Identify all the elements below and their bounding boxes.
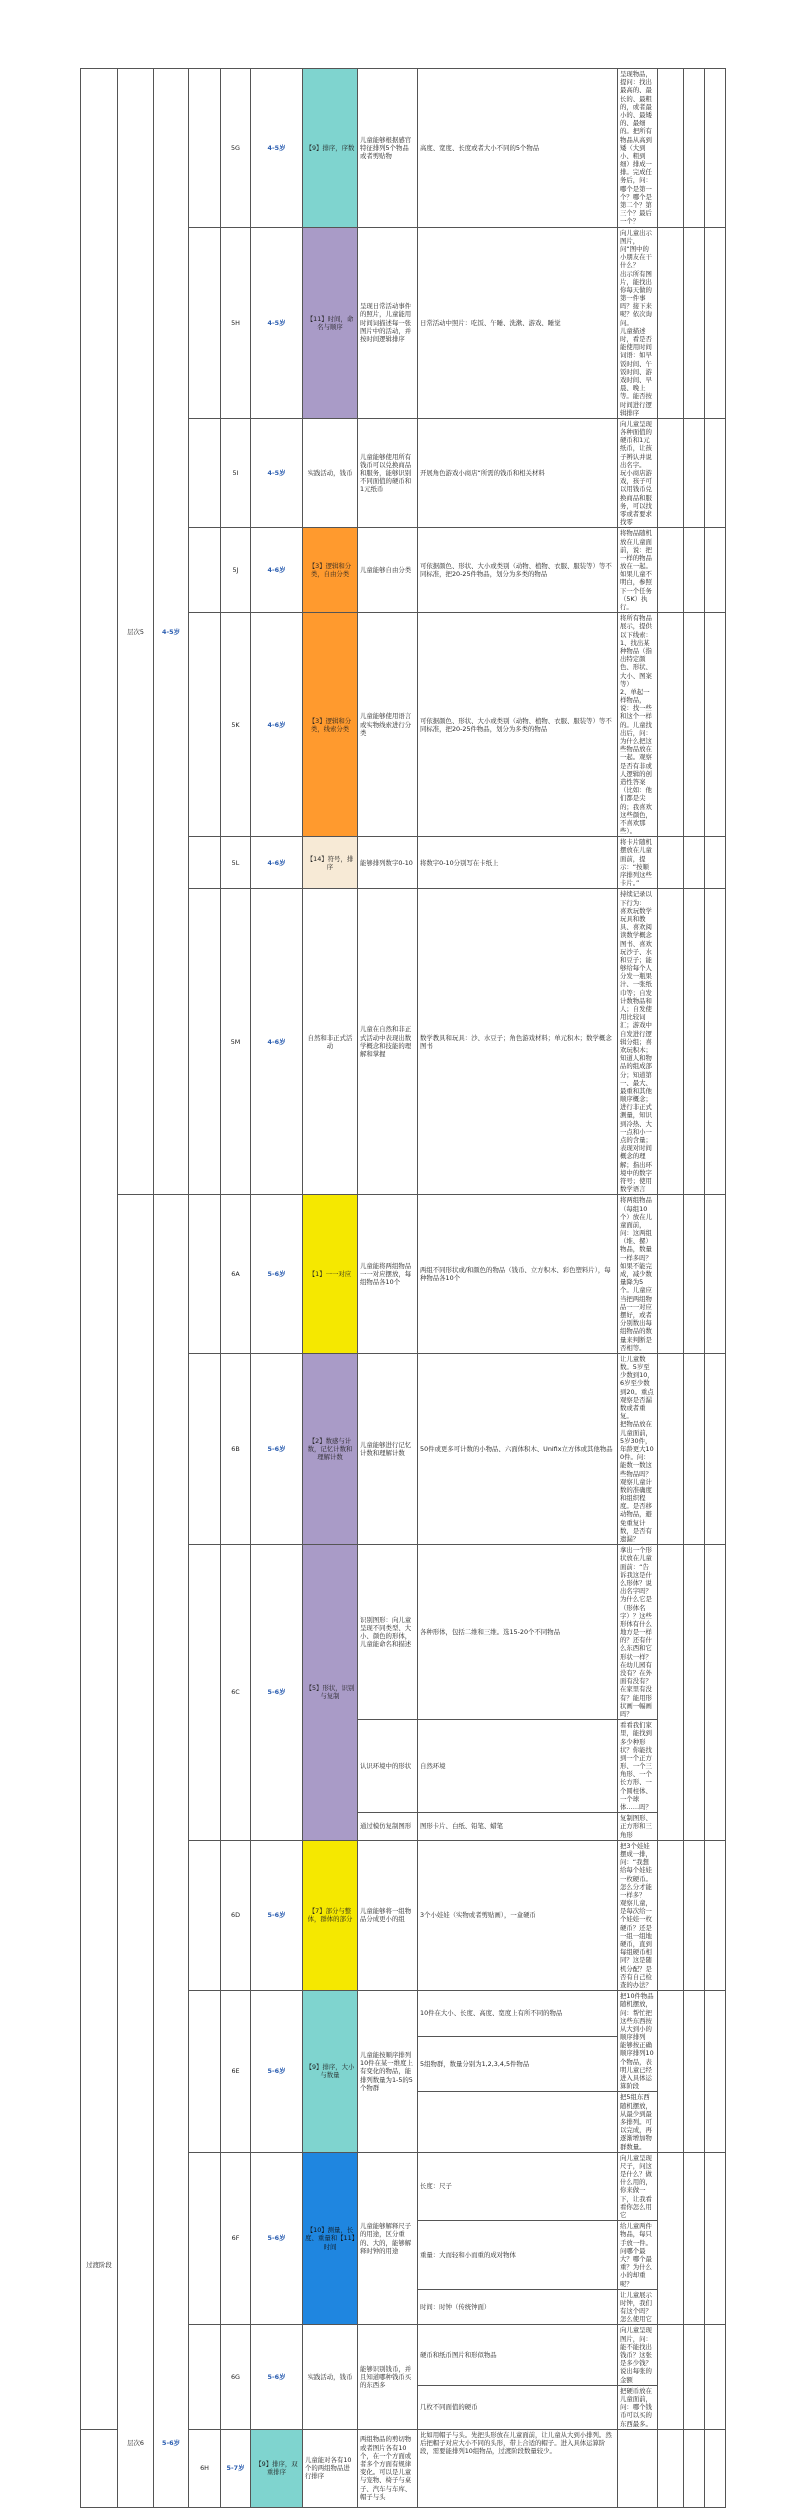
task-age: 5-6岁 — [251, 1991, 303, 2153]
empty-cell — [658, 837, 684, 889]
empty-cell — [684, 2325, 705, 2429]
activity-cell: 向儿童呈现图片，问：能不能找出钱币？这张是多少钱？说出每张的金额 — [618, 2325, 658, 2385]
blank-col — [189, 69, 221, 228]
empty-cell — [705, 227, 726, 418]
level-label: 层次6 — [118, 1195, 154, 2507]
goal-cell: 认识环境中的形状 — [358, 1720, 418, 1813]
empty-cell — [618, 2429, 658, 2507]
material-cell: 数学教具和玩具：沙、水豆子；角色游戏材料；单元积木；数学概念图书 — [418, 889, 618, 1195]
goal-cell: 呈现日常活动事件的照片，儿童能用时间词描述每一张图片中的活动，并按时间逻辑排序 — [358, 227, 418, 418]
empty-cell — [658, 2429, 684, 2507]
blank-col — [189, 418, 221, 527]
text-line: 能够按正确顺序排列10个物品，表明儿童已经进入具体运算阶段 — [620, 2041, 654, 2091]
material-cell: 可依据颜色、形状、大小或类别（动物、植物、衣服、服装等）等不同标准，把20-25件物品，划分为多类的物品 — [418, 528, 618, 613]
activity-cell — [618, 528, 658, 613]
empty-cell — [705, 418, 726, 527]
activity-cell — [618, 1991, 658, 2092]
goal-cell: 儿童能够根据感官特征排列5个物品或者剪贴物 — [358, 69, 418, 228]
text-line: 把物品放在儿童面前，5岁30件，年龄更大100件。问：能数一数这些物品吗？ — [620, 1420, 654, 1478]
empty-cell — [658, 1840, 684, 1990]
task-age: 4-6岁 — [251, 837, 303, 889]
task-code: 5G — [221, 69, 251, 228]
text-line: 玩小商店游戏，孩子可以用钱币兑换商品和服务，可以找零或者要求找零 — [620, 469, 652, 527]
empty-cell — [684, 1545, 705, 1841]
skill-cell: 【3】逻辑和分类，自由分类 — [303, 528, 358, 613]
text-line: 向儿童呈现各种面值的硬币和1元纸币，让孩子辨认并说出名字。 — [620, 419, 652, 469]
empty-cell — [705, 1840, 726, 1990]
goal-cell: 儿童能对各有10个的两组物品进行排序 — [303, 2429, 358, 2507]
empty-cell — [705, 1353, 726, 1544]
empty-cell — [658, 613, 684, 837]
activity-cell: 将两组物品（每组10个）放在儿童面前，问：这两组（堆、摞）物品，数量一样多吗？如果不能完成，减少数量降为5个。儿童应当把两组物品一一对应摆好，或者分别数出每组物品的数量来判断是否相等。 — [618, 1195, 658, 1354]
activity-cell — [618, 613, 658, 837]
material-cell: 将数字0-10分别写在卡纸上 — [418, 837, 618, 889]
task-age: 5-6岁 — [251, 1353, 303, 1544]
empty-cell — [684, 1353, 705, 1544]
goal-cell: 识别图形：向儿童呈现不同类型、大小、颜色的形体，儿童能命名和描述 — [358, 1545, 418, 1720]
blank-col — [189, 1353, 221, 1544]
text-line: 将物品随机放在儿童面前，说：把一样的物品放在一起。 — [620, 529, 652, 571]
goal-cell: 儿童能够使用所有钱币可以兑换商品和服务，能够识别不同面值的硬币和1元纸币 — [358, 418, 418, 527]
skill-cell: 【1】一一对应 — [303, 1195, 358, 1354]
skill-cell: 实践活动，钱币 — [303, 2325, 358, 2429]
skill-cell: 【5】形状，识别与复制 — [303, 1545, 358, 1841]
text-line: 把3个娃娃摆成一排，问：“我想给每个娃娃一枚硬币。怎么分才能一样多？ — [620, 1841, 652, 1899]
material-cell: 50件或更多可计数的小物品、六面体积木、Unifix立方体或其他物品 — [418, 1353, 618, 1544]
text-line: 观察儿童计数的准确度和组织程度。是否移动物品，避免重复计数，是否有遗漏？ — [620, 1477, 652, 1543]
blank-col — [189, 1545, 221, 1841]
level-label: 层次5 — [118, 69, 154, 1195]
material-cell: 自然环境 — [418, 1720, 618, 1813]
level-age: 4-5岁 — [154, 69, 189, 1195]
task-code: 5J — [221, 528, 251, 613]
empty-cell — [684, 889, 705, 1195]
goal-cell: 儿童在自然和非正式活动中表现出数学概念和技能的理解和掌握 — [358, 889, 418, 1195]
empty-cell — [684, 227, 705, 418]
goal-cell: 能够排列数字0-10 — [358, 837, 418, 889]
empty-cell — [684, 418, 705, 527]
activity-cell: 复制图形、正方形和三角形 — [618, 1813, 658, 1841]
material-cell: 几枚不同面值的硬币 — [418, 2385, 618, 2429]
goal-cell: 儿童能够进行记忆计数和理解计数 — [358, 1353, 418, 1544]
skill-cell: 【7】部分与整体，群体的部分 — [303, 1840, 358, 1990]
task-code: 6F — [221, 2152, 251, 2325]
empty-cell — [705, 613, 726, 837]
skill-cell: 【2】数感与计数，记忆计数和理解计数 — [303, 1353, 358, 1544]
blank-col — [189, 2325, 221, 2429]
text-line: 向儿童出示图片，问“图中的小朋友在干什么？ — [620, 228, 652, 270]
task-code: 6G — [221, 2325, 251, 2429]
empty-cell — [705, 528, 726, 613]
goal-cell: 儿童能按顺序排列10件在某一维度上有变化的物品，能排列数量为1-5的5个物群 — [358, 1991, 418, 2153]
empty-cell — [684, 1195, 705, 1354]
activity-cell — [618, 418, 658, 527]
text-line: 让儿童数数。5岁至少数到10，6岁至少数到20。重点观察是否漏数或者重复。 — [620, 1354, 654, 1421]
task-code: 6D — [221, 1840, 251, 1990]
empty-cell — [658, 227, 684, 418]
empty-cell — [658, 2152, 684, 2325]
stage-cell — [81, 69, 118, 2430]
task-code: 6H — [189, 2429, 221, 2507]
table-row — [81, 69, 726, 228]
empty-cell — [705, 1195, 726, 1354]
text-line: 把5组东西随机摆放，从最少到最多排列。可以完成，再逐渐增加物群数量。 — [620, 2093, 652, 2151]
text-line: 喜欢玩数学玩具和教具、喜欢阅读数学概念图书、喜欢玩沙子、水和豆子；能够给每个人分发一瓶果汁、一张纸巾等；自发计数物品和人；自发使用比较词汇；游戏中自发进行逻辑分组；喜欢玩积木；知道人和物品的组成部分；知道第一、最大、最重和其他顺序概念；进行非正式测量，知识到冷热、大一点和小一点的含量；表现对时间概念的理解；指出环境中的数字符号；使用数学语言 — [620, 906, 652, 1194]
task-age: 4-5岁 — [251, 227, 303, 418]
blank-col — [189, 1991, 221, 2153]
activity-cell: 向儿童呈现尺子，问这是什么？做什么用的，你来做一下，让我看看你怎么用它 — [618, 2152, 658, 2221]
empty-cell — [684, 1840, 705, 1990]
empty-cell — [705, 1991, 726, 2153]
task-age: 5-6岁 — [251, 1840, 303, 1990]
empty-cell — [705, 889, 726, 1195]
text-line: 1、找出某种物品（指出特定颜色、形状、大小、图案等） — [620, 638, 652, 688]
empty-cell — [658, 1991, 684, 2153]
skill-cell: 实践活动，钱币 — [303, 418, 358, 527]
text-line: 观察儿童，是每次给一个娃娃一枚硬币？还是一组一组地硬币，直到每组硬币相同？这是随机分配？是否有自己检查的办法？ — [620, 1899, 652, 1989]
task-age: 5-6岁 — [251, 2152, 303, 2325]
skill-cell: 【3】逻辑和分类，线索分类 — [303, 613, 358, 837]
blank-col — [189, 613, 221, 837]
task-age: 5-6岁 — [251, 1195, 303, 1354]
activity-cell: 比如用帽子与头。先把头形放在儿童面前，让儿童从大到小排列。然后把帽子对应大小不同的头形，带上合适的帽子。进入具体运算阶段，需要能排列10组物品，过渡阶段数量较少。 — [418, 2429, 618, 2507]
material-cell: 高度、宽度、长度或者大小不同的5个物品 — [418, 69, 618, 228]
task-code: 5H — [221, 227, 251, 418]
skill-cell: 自然和非正式活动 — [303, 889, 358, 1195]
text-line: 持续记录以下行为： — [620, 890, 652, 907]
task-age: 4-6岁 — [251, 889, 303, 1195]
task-age: 4-6岁 — [251, 528, 303, 613]
empty-cell — [658, 1545, 684, 1841]
activity-cell — [618, 2092, 658, 2152]
material-cell: 图形卡片、白纸、铅笔、蜡笔 — [418, 1813, 618, 1841]
skill-cell: 【10】测量，长度、重量和【11】时间 — [303, 2152, 358, 2325]
empty-cell — [658, 528, 684, 613]
empty-cell — [705, 1545, 726, 1841]
empty-cell — [705, 2325, 726, 2429]
text-line: 出示所有图片，能找出你每天做的第一件事吗？接下来呢？依次询问。 — [620, 269, 652, 327]
activity-cell: 让儿童展示时钟，我们有这个吗？怎么使用它 — [618, 2289, 658, 2325]
empty-cell — [658, 418, 684, 527]
skill-cell: 【14】符号，排序 — [303, 837, 358, 889]
task-code: 5L — [221, 837, 251, 889]
goal-cell: 儿童能够将一组物品分成更小的组 — [358, 1840, 418, 1990]
material-cell: 3个小娃娃（实物或者剪贴画），一盒硬币 — [418, 1840, 618, 1990]
material-cell: 两组不同形状或/和颜色的物品（钱币、立方积木、彩色塑料片），每种物品各10个 — [418, 1195, 618, 1354]
blank-col — [189, 528, 221, 613]
text-line: 2、单起一样物品，说：找一些和这个一样的。儿童找出后，问：为什么把这些物品放在一起。观察是否有非或人逻辑的创造性答案（比如：他们都是尖的；我喜欢这些颜色，不喜欢那些）。 — [620, 687, 652, 836]
empty-cell — [705, 2429, 726, 2507]
material-cell: 日常活动中照片：吃饭、午睡、洗漱、游戏、睡觉 — [418, 227, 618, 418]
task-age: 5-7岁 — [221, 2429, 251, 2507]
text-line: 把10件物品随机摆放，问：帮忙把这些东西按从大到小的顺序排列 — [620, 1992, 654, 2042]
empty-cell — [658, 1195, 684, 1354]
skill-cell: 【9】排序，大小与数量 — [303, 1991, 358, 2153]
skill-cell: 【11】时间，命名与顺序 — [303, 227, 358, 418]
empty-cell — [705, 69, 726, 228]
empty-cell — [684, 613, 705, 837]
task-code: 6E — [221, 1991, 251, 2153]
task-age: 4-6岁 — [251, 613, 303, 837]
goal-cell: 儿童能够使用语言或实物线索进行分类 — [358, 613, 418, 837]
activity-cell — [618, 889, 658, 1195]
activity-cell: 呈现物品，提问：找出最高的、最长的、最粗的，或者最小的、最矮的、最细的。把所有物品从高到矮（大到小、粗到细）排成一排。完成任务后，问：哪个是第一个？哪个是第二个？第三个？最后一个？ — [618, 69, 658, 228]
blank-col — [189, 1195, 221, 1354]
task-code: 5M — [221, 889, 251, 1195]
empty-cell — [658, 889, 684, 1195]
empty-cell — [658, 69, 684, 228]
activity-cell — [618, 227, 658, 418]
activity-cell: 看看我们家里，能找到多少种形状？你能找到一个正方形、一个三角形、一个长方形、一个圆柱体、一个球体……吗？ — [618, 1720, 658, 1813]
material-cell: 时间：时钟（传统钟面） — [418, 2289, 618, 2325]
task-code: 6B — [221, 1353, 251, 1544]
empty-cell — [705, 837, 726, 889]
material-cell: 5组物群，数量分别为1,2,3,4,5件物品 — [418, 2036, 618, 2092]
task-code: 6C — [221, 1545, 251, 1841]
empty-cell — [684, 1991, 705, 2153]
empty-cell — [658, 1353, 684, 1544]
goal-cell: 儿童能够解释尺子的用途，区分重的、大的，能够解释时钟的用途 — [358, 2152, 418, 2325]
level-age: 5-6岁 — [154, 1195, 189, 2507]
task-age: 4-5岁 — [251, 69, 303, 228]
activity-cell: 把硬币放在儿童面前，问：哪个钱币可以买的东西最多。 — [618, 2385, 658, 2429]
task-age: 4-5岁 — [251, 418, 303, 527]
material-cell: 长度：尺子 — [418, 2152, 618, 2221]
material-cell: 可依据颜色、形状、大小或类别（动物、植物、衣服、服装等）等不同标准，把20-25件物品，划分为多类的物品 — [418, 613, 618, 837]
skill-cell: 【9】排序，序数 — [303, 69, 358, 228]
blank-col — [189, 2152, 221, 2325]
text-line: 如果儿童不明白，参照下一个任务（5K）执行。 — [620, 570, 652, 611]
empty-cell — [684, 528, 705, 613]
task-code: 5I — [221, 418, 251, 527]
empty-cell — [705, 2152, 726, 2325]
table-row — [81, 1195, 726, 1354]
blank-col — [189, 227, 221, 418]
material-cell: 两组物品的剪切物或者图片各有10个，在一个方面或者多个方面有规律变化。可以是儿童与宠物、椅子与桌子、汽车与车库、帽子与头 — [358, 2429, 418, 2507]
text-line: 儿童描述时，看是否能使用时间词语：如早饭时间、午饭时间、游戏时间、早晨、晚上等。能否按时间进行逻辑排序 — [620, 326, 652, 417]
task-code: 6A — [221, 1195, 251, 1354]
task-age: 5-6岁 — [251, 1545, 303, 1841]
task-age: 5-6岁 — [251, 2325, 303, 2429]
empty-cell — [684, 69, 705, 228]
material-cell — [418, 2092, 618, 2152]
material-cell: 硬币和纸币图片和形似物品 — [418, 2325, 618, 2385]
empty-cell — [684, 2429, 705, 2507]
blank-col — [189, 1840, 221, 1990]
empty-cell — [684, 2152, 705, 2325]
material-cell: 开展角色游戏小商店“所需的钱币和相关材料 — [418, 418, 618, 527]
text-line: 将所有物品展示，提供以下线索： — [620, 614, 652, 639]
blank-col — [189, 837, 221, 889]
blank-col — [81, 2429, 118, 2507]
material-cell: 各种形体，包括二维和三维。选15-20个不同物品 — [418, 1545, 618, 1720]
goal-cell: 儿童能够自由分类 — [358, 528, 418, 613]
curriculum-table — [80, 68, 726, 2508]
activity-cell: 将卡片随机摆放在儿童面前，提示：“按顺序排列这些卡片。” — [618, 837, 658, 889]
material-cell: 10件在大小、长度、高度、宽度上有所不同的物品 — [418, 1991, 618, 2037]
activity-cell — [618, 1353, 658, 1544]
goal-cell: 能够识别钱币，并且知道哪种钱币买的东西多 — [358, 2325, 418, 2429]
activity-cell: 给儿童两件物品，每只手放一件。问哪个最大？哪个最重？为什么小的却重呢？ — [618, 2221, 658, 2290]
goal-cell: 通过模仿复制图形 — [358, 1813, 418, 1841]
skill-cell: 【9】排序，双重排序 — [251, 2429, 303, 2507]
transition-label: 过渡阶段 — [86, 2260, 112, 2269]
empty-cell — [684, 837, 705, 889]
material-cell: 重量：大而轻和小而重的成对物体 — [418, 2221, 618, 2290]
blank-col — [189, 889, 221, 1195]
empty-cell — [658, 2325, 684, 2429]
activity-cell — [618, 1840, 658, 1990]
task-code: 5K — [221, 613, 251, 837]
goal-cell: 儿童能将两组物品一一对应摆放，每组物品各10个 — [358, 1195, 418, 1354]
activity-cell: 拿出一个形状放在儿童面前：“告诉我这是什么形体？说出名字吗？为什么它是（形体名字）？这些形体有什么地方是一样的？还有什么东西和它形状一样？在幼儿园有没有？在外面有没有？在家里有没有？能用形状画一幅画吗？ — [618, 1545, 658, 1720]
